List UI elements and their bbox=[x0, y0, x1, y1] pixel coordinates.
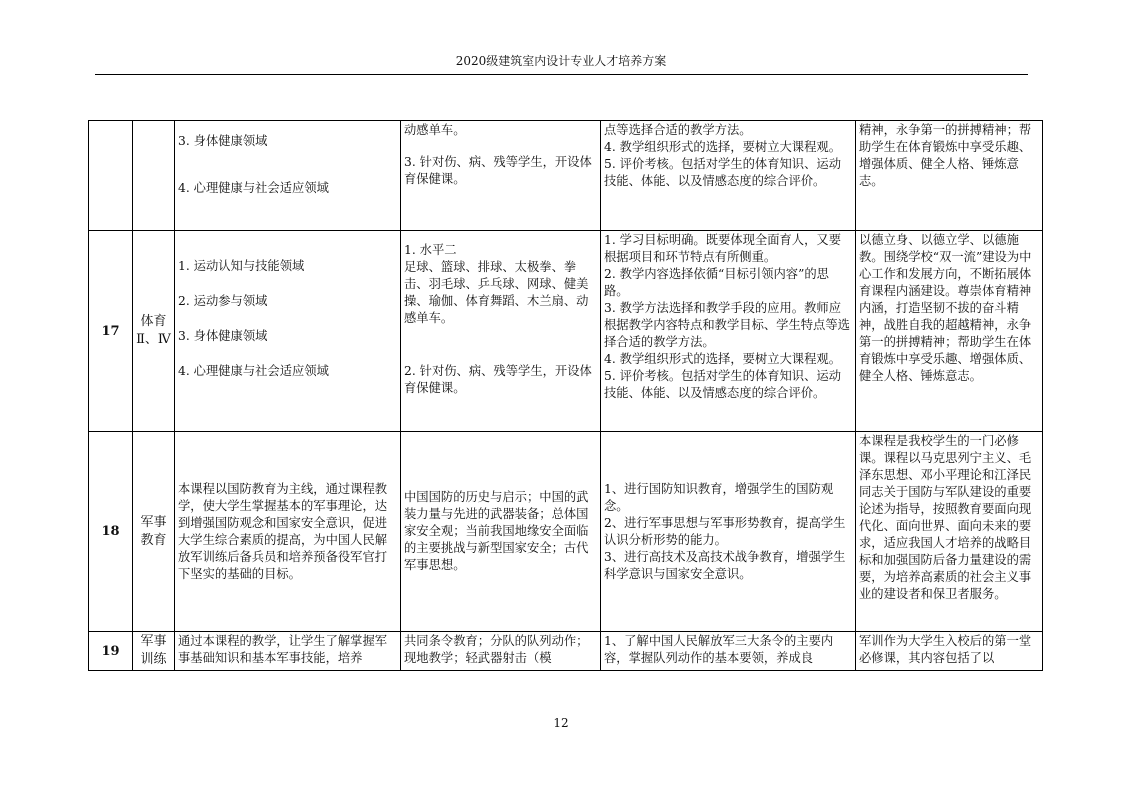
table-row bbox=[89, 432, 1043, 632]
row-number bbox=[89, 121, 133, 231]
table-row bbox=[89, 121, 1043, 231]
teaching-requirements bbox=[601, 121, 856, 231]
ideological-elements: 精神，永争第一的拼搏精神；帮助学生在体育锻炼中享受乐趣、增强体质、健全人格、锤炼意志。 bbox=[856, 121, 1043, 231]
course-content: 共同条令教育；分队的队列动作；现地教学；轻武器射击（模 bbox=[401, 632, 601, 671]
course-goals: 通过本课程的教学，让学生了解掌握军事基础知识和基本军事技能，培养 bbox=[175, 632, 401, 671]
course-name bbox=[133, 121, 175, 231]
table-row bbox=[89, 231, 1043, 432]
requirement-item: 4. 教学组织形式的选择，要树立大课程观。 bbox=[604, 352, 841, 366]
goal-item: 3. 身体健康领域 bbox=[178, 329, 268, 343]
course-content bbox=[401, 121, 601, 231]
goal-item: 4. 心理健康与社会适应领域 bbox=[178, 364, 329, 378]
requirement-item: 1、进行国防知识教育，增强学生的国防观念。 bbox=[604, 481, 834, 513]
goal-item: 1. 运动认知与技能领域 bbox=[178, 259, 305, 273]
goal-item: 3. 身体健康领域 bbox=[178, 134, 268, 148]
teaching-requirements bbox=[601, 432, 856, 632]
content-item: 3. 针对伤、病、残等学生，开设体育保健课。 bbox=[404, 155, 592, 186]
course-content: 中国国防的历史与启示；中国的武装力量与先进的武器装备；总体国家安全观；当前我国地缘安全面临的主要挑战与新型国家安全；古代军事思想。 bbox=[401, 432, 601, 632]
row-number: 18 bbox=[89, 432, 133, 632]
course-name: 体育Ⅱ、Ⅳ bbox=[133, 231, 175, 432]
curriculum-table bbox=[88, 120, 1043, 671]
content-item: 2. 针对伤、病、残等学生，开设体育保健课。 bbox=[404, 364, 592, 395]
goal-item: 2. 运动参与领域 bbox=[178, 294, 268, 308]
requirement-item: 点等选择合适的教学方法。 bbox=[604, 123, 752, 137]
requirement-item: 3. 教学方法选择和教学手段的应用。教师应根据教学内容特点和教学目标、学生特点等选择合适的教学方法。 bbox=[604, 301, 850, 349]
table-row bbox=[89, 632, 1043, 671]
header-rule bbox=[95, 74, 1028, 75]
content-item: 足球、篮球、排球、太极拳、拳击、羽毛球、乒乓球、网球、健美操、瑜伽、体育舞蹈、木兰扇、动感单车。 bbox=[404, 260, 589, 325]
content-item: 1. 水平二 bbox=[404, 243, 457, 257]
goal-item: 4. 心理健康与社会适应领域 bbox=[178, 181, 329, 195]
course-goals bbox=[175, 231, 401, 432]
row-number: 19 bbox=[89, 632, 133, 671]
course-name: 军事教育 bbox=[133, 432, 175, 632]
row-number: 17 bbox=[89, 231, 133, 432]
requirement-item: 3、进行高技术及高技术战争教育，增强学生科学意识与国家安全意识。 bbox=[604, 549, 846, 581]
content-item: 动感单车。 bbox=[404, 123, 466, 137]
requirement-item: 5. 评价考核。包括对学生的体育知识、运动技能、体能、以及情感态度的综合评价。 bbox=[604, 369, 841, 400]
ideological-elements: 军训作为大学生入校后的第一堂必修课，其内容包括了以 bbox=[856, 632, 1043, 671]
course-goals: 本课程以国防教育为主线，通过课程教学，使大学生掌握基本的军事理论，达到增强国防观念和国家安全意识，促进大学生综合素质的提高，为中国人民解放军训练后备兵员和培养预备役军官打下坚实的基础的目标。 bbox=[175, 432, 401, 632]
teaching-requirements: 1、了解中国人民解放军三大条令的主要内容，掌握队列动作的基本要领，养成良 bbox=[601, 632, 856, 671]
page-number: 12 bbox=[553, 716, 569, 730]
requirement-item: 4. 教学组织形式的选择，要树立大课程观。 bbox=[604, 140, 841, 154]
course-content bbox=[401, 231, 601, 432]
course-name: 军事训练 bbox=[133, 632, 175, 671]
requirement-item: 2. 教学内容选择依循“目标引领内容”的思路。 bbox=[604, 267, 829, 298]
requirement-item: 5. 评价考核。包括对学生的体育知识、运动技能、体能、以及情感态度的综合评价。 bbox=[604, 157, 841, 188]
page-header-title: 2020级建筑室内设计专业人才培养方案 bbox=[455, 54, 667, 68]
requirement-item: 1. 学习目标明确。既要体现全面育人，又要根据项目和环节特点有所侧重。 bbox=[604, 233, 841, 264]
requirement-item: 2、进行军事思想与军事形势教育，提高学生认识分析形势的能力。 bbox=[604, 515, 846, 547]
teaching-requirements bbox=[601, 231, 856, 432]
ideological-elements: 本课程是我校学生的一门必修课。课程以马克思列宁主义、毛泽东思想、邓小平理论和江泽民同志关于国防与军队建设的重要论述为指导，按照教育要面向现代化、面向世界、面向未来的要求，适应我国人才培养的战略目标和加强国防后备力量建设的需要，为培养高素质的社会主义事业的建设者和保卫者服务。 bbox=[856, 432, 1043, 632]
course-goals bbox=[175, 121, 401, 231]
ideological-elements: 以德立身、以德立学、以德施教。围绕学校“双一流”建设为中心工作和发展方向，不断拓展体育课程内涵建设。尊崇体育精神内涵，打造坚韧不拔的奋斗精神，战胜自我的超越精神，永争第一的拼搏精神；帮助学生在体育锻炼中享受乐趣、增强体质、健全人格、锤炼意志。 bbox=[856, 231, 1043, 432]
